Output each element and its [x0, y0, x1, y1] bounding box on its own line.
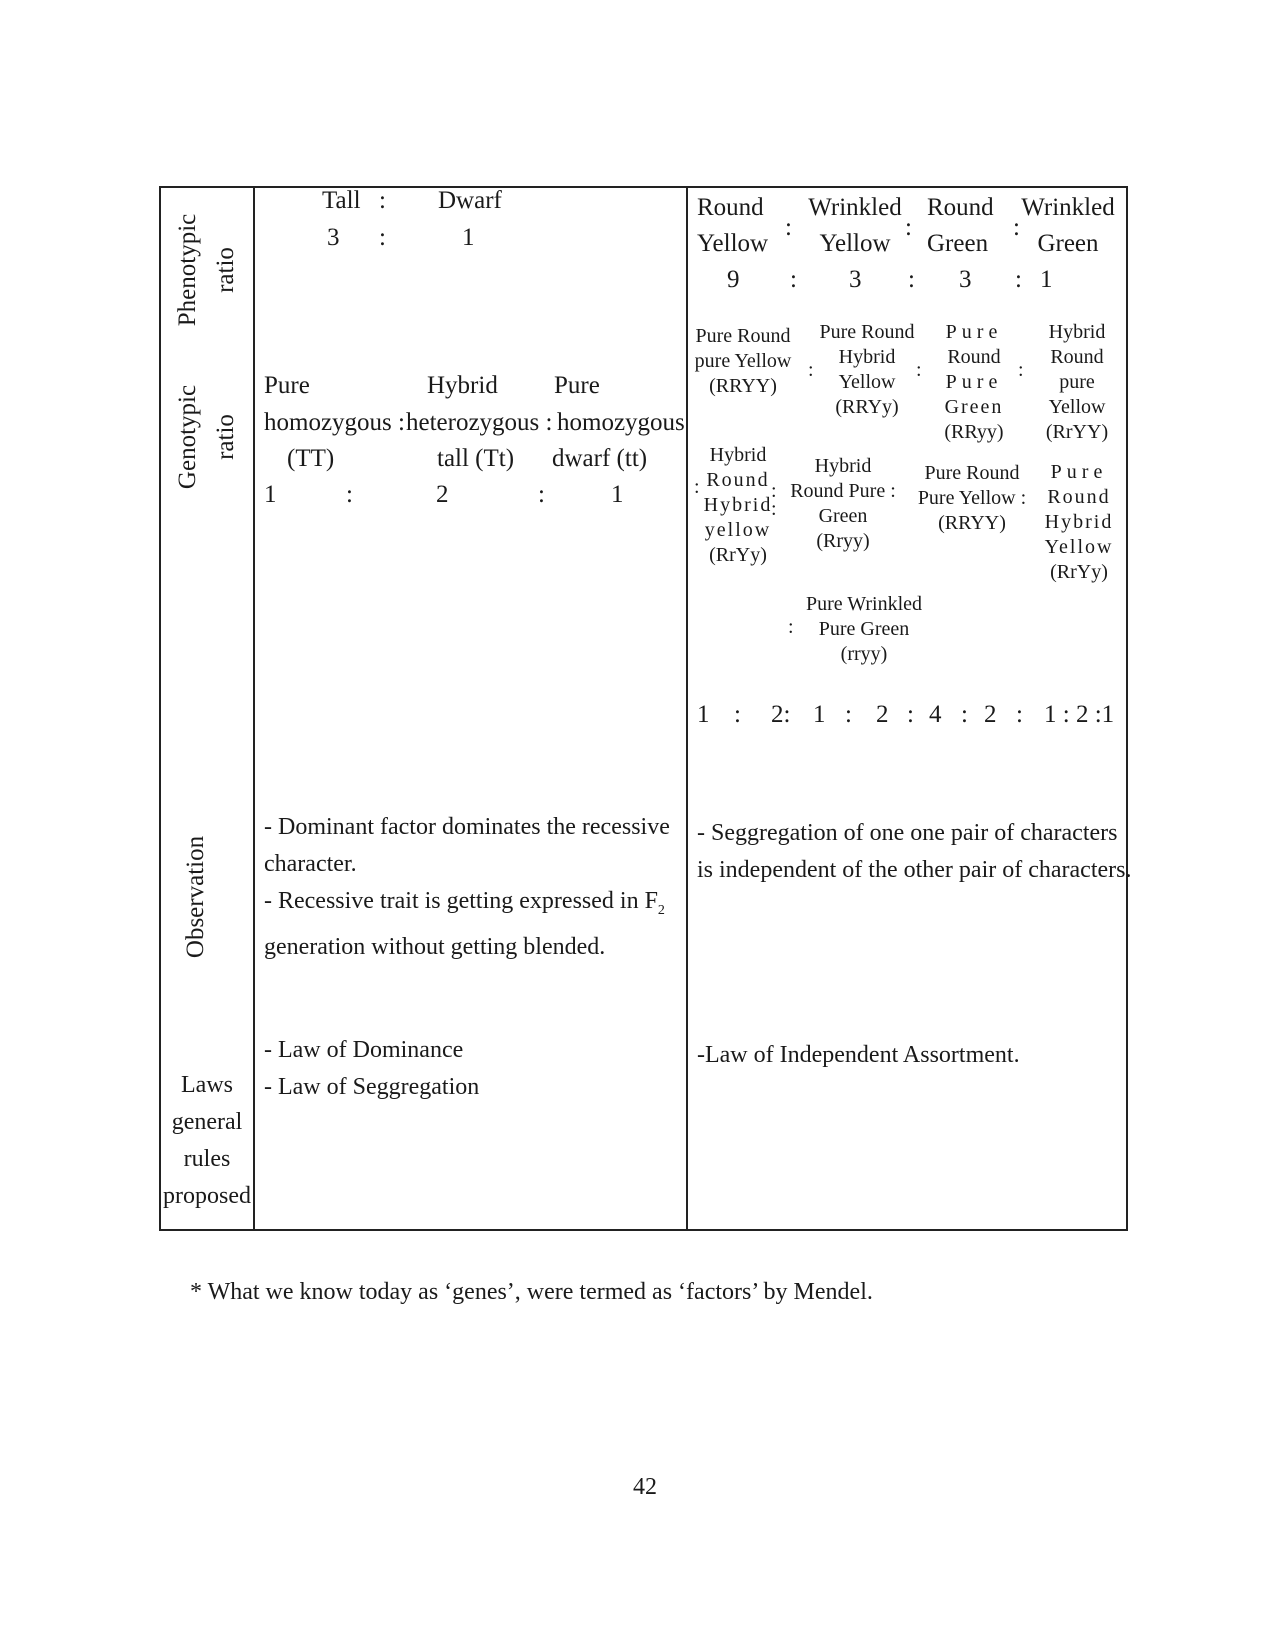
- mono-pure-1: Pure: [264, 372, 310, 399]
- di-pheno-ratio-9: 9: [727, 266, 740, 293]
- row-label-laws: Laws general rules proposed: [163, 1072, 251, 1209]
- mono-laws: - Law of Dominance - Law of Seggregation: [264, 1037, 480, 1100]
- di-geno-rryy-pure: Pure Round pure Yellow (RRYY): [694, 325, 792, 397]
- di-colon: :: [785, 214, 792, 241]
- di-colon: :: [1018, 359, 1024, 381]
- di-geno-rryy-hybrid-yellow: Pure Round Hybrid Yellow (RRYy): [819, 321, 915, 418]
- table-border-bottom: [159, 1229, 1128, 1231]
- mono-colon: :: [379, 224, 386, 251]
- mono-ratio-2: 1: [462, 224, 475, 251]
- row-label-phenotypic: Phenotypic ratio: [174, 213, 239, 327]
- di-geno-rryy-pure-yellow: Pure Round Pure Yellow : (RRYY): [917, 462, 1027, 534]
- di-observation: - Seggregation of one one pair of characters is independent of the other pair of characters.: [697, 820, 1132, 883]
- mono-colon: :: [379, 187, 386, 214]
- di-colon: :: [808, 359, 814, 381]
- mono-tall: Tall: [322, 187, 361, 214]
- mono-genotype-tt-dwarf: dwarf (tt): [552, 445, 648, 472]
- mono-geno-ratio-1: 1: [264, 481, 277, 508]
- di-colon: :: [790, 266, 797, 293]
- di-laws: -Law of Independent Assortment.: [697, 1042, 1020, 1068]
- mono-dwarf: Dwarf: [438, 187, 502, 214]
- table-border-right: [1126, 186, 1128, 1231]
- row-label-observation: Observation: [182, 835, 209, 959]
- di-geno-rryy-double-hybrid: Hybrid Round Hybrid yellow (RrYy): [703, 444, 773, 566]
- mono-homozygous-1: homozygous :: [264, 409, 405, 436]
- di-geno-rryy-pure-round-hybrid: Pure Round Hybrid Yellow (RrYy): [1044, 461, 1114, 583]
- mono-heterozygous: heterozygous :: [406, 409, 553, 436]
- di-pheno-ratio-1: 1: [1040, 266, 1053, 293]
- di-colon: :: [771, 480, 777, 502]
- di-colon: :: [916, 359, 922, 381]
- di-geno-rryy-pure-green: Hybrid Round Pure : Green (Rryy): [790, 455, 896, 552]
- mono-genotype-tt: (TT): [287, 445, 335, 472]
- di-colon: :: [788, 616, 794, 638]
- di-colon: :: [905, 214, 912, 241]
- di-pheno-ratio-3b: 3: [959, 266, 972, 293]
- row-label-genotypic: Genotypic ratio: [174, 384, 239, 490]
- di-pheno-wrinkled-yellow: Wrinkled Yellow: [808, 194, 902, 257]
- di-pheno-ratio-3a: 3: [849, 266, 862, 293]
- page-number: 42: [633, 1474, 657, 1500]
- mono-hybrid: Hybrid: [427, 372, 498, 399]
- di-geno-rryy-green: Pure Round Pure Green (RRyy): [944, 321, 1004, 443]
- di-colon: :: [771, 498, 777, 520]
- di-geno-rryy-hybrid-round: Hybrid Round pure Yellow (RrYY): [1045, 321, 1109, 443]
- mono-homozygous-2: homozygous: [557, 409, 685, 436]
- mono-geno-ratio-3: 1: [611, 481, 624, 508]
- mono-colon: :: [538, 481, 545, 508]
- footnote: * What we know today as ‘genes’, were termed as ‘factors’ by Mendel.: [190, 1279, 873, 1305]
- di-pheno-round-yellow: Round Yellow: [697, 194, 769, 257]
- di-geno-rryy-pure-wrinkled: Pure Wrinkled Pure Green (rryy): [805, 593, 923, 665]
- mono-genotype-tt-tall: tall (Tt): [437, 445, 515, 472]
- mono-ratio-1: 3: [327, 224, 340, 251]
- mono-observation: - Dominant factor dominates the recessive character. - Recessive trait is getting expressed in $F_2$ generation without getting blended.: [264, 814, 670, 960]
- column-divider-1: [253, 186, 255, 1231]
- di-colon: :: [1015, 266, 1022, 293]
- table-border-top: [159, 186, 1128, 188]
- mono-pure-2: Pure: [554, 372, 600, 399]
- mono-geno-ratio-2: 2: [436, 481, 449, 508]
- mono-colon: :: [346, 481, 353, 508]
- di-colon: :: [694, 476, 700, 498]
- di-colon: :: [908, 266, 915, 293]
- di-pheno-round-green: Round Green: [927, 194, 994, 257]
- di-pheno-wrinkled-green: Wrinkled Green: [1021, 194, 1115, 257]
- di-colon: :: [1013, 214, 1020, 241]
